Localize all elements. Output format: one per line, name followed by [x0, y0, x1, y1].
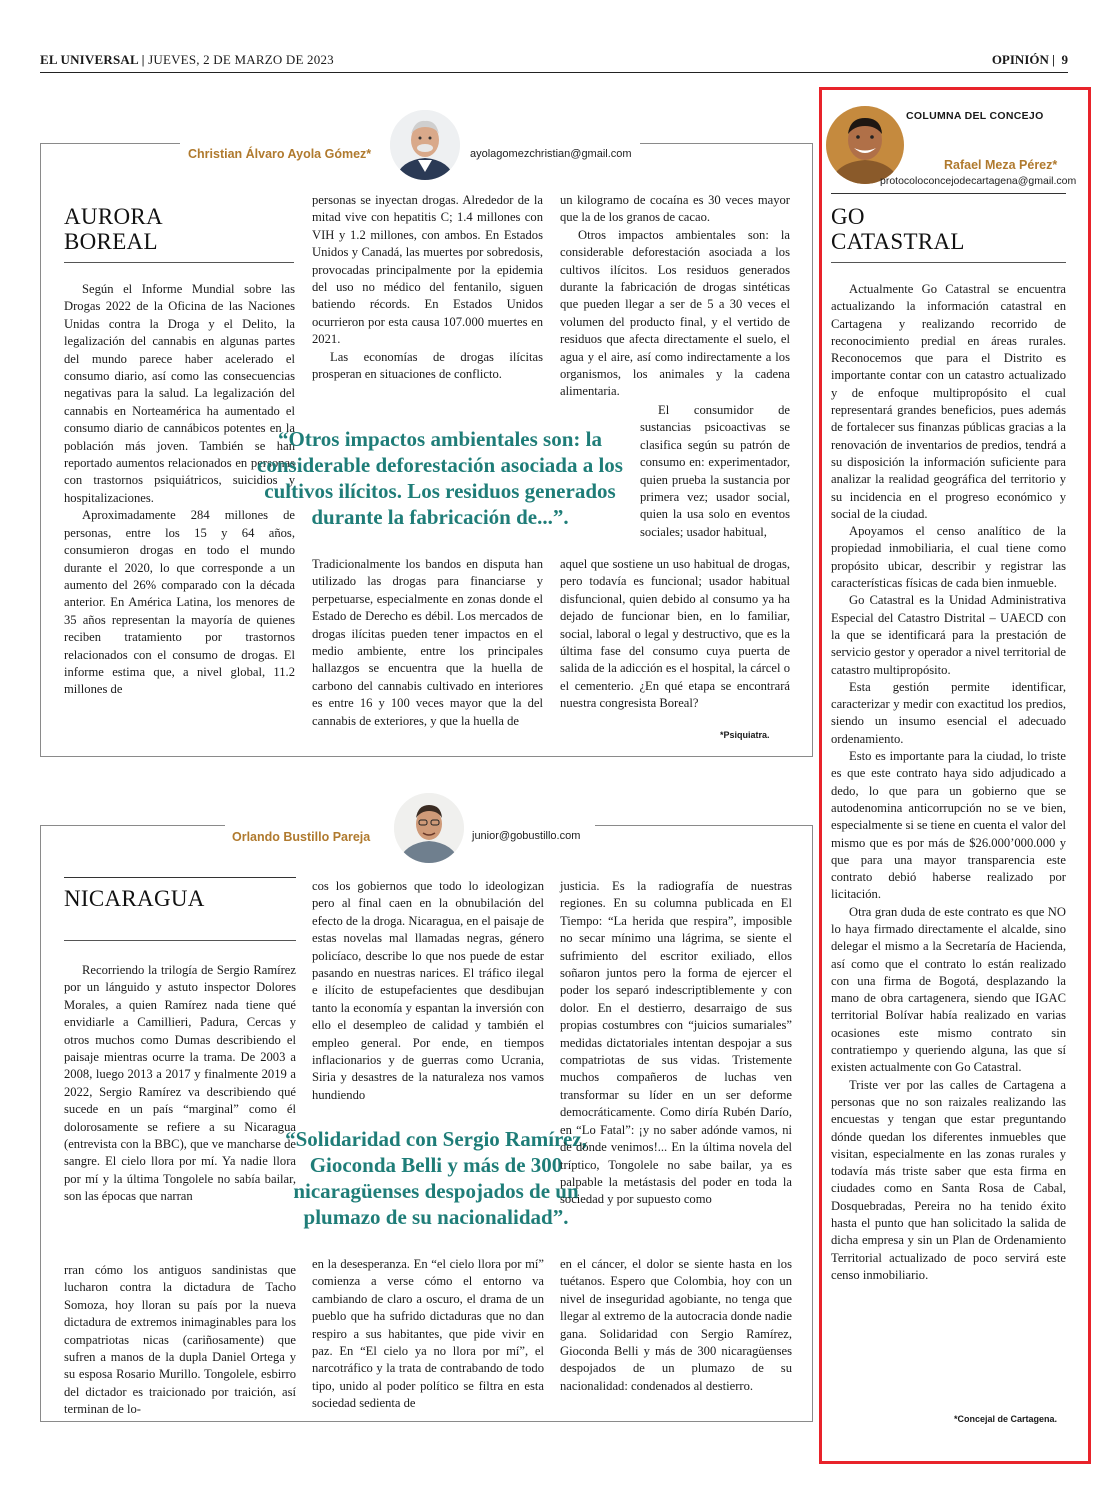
section-name: OPINIÓN — [991, 52, 1049, 67]
paragraph: justicia. Es la radiografía de nuestras regiones. En su columna publicada en El Tiempo: “La herida que respira”, imposible no secar mínimo una lágrima, se siente el sufrimiento del escritor exiliado, ellos soñaron juntos pero la forma de ejercer el poder los separó indescriptiblemente y con dolor. En el destierro, desarraigo de sus propias costumbres con “juicios sumariales” medidas dictatoriales intentan despojar a sus compatriotas de sus vidas. Tristemente muchos compañeros de luchas ven transformar su líder en un ser deforme democráticamente. Como diría Rubén Darío, en “Lo Fatal”: ¡y no saber adónde vamos, ni de dónde venimos!... En la última novela del tríptico, Tongolele no sabe bailar, ya es palpable la metástasis del poder en toda la sociedad y por supuesto como — [560, 879, 792, 1207]
paragraph: aquel que sostiene un uso habitual de drogas, pero todavía es funcional; usador habitual disfuncional, quien debido al consumo ya ha dejado de funcionar bien, en lo familiar, social, laboral o legal y destructivo, que es la última fase del consumo cuya puerta de salida de la adicción es el hospital, la cárcel o el cementerio. ¿En qué etapa se encontrará nuestra congresista Boreal? — [560, 557, 790, 711]
masthead-right: OPINIÓN | 9 — [991, 52, 1068, 67]
paragraph: Apoyamos el censo analítico de la propiedad inmobiliaria, el cual tiene como propósito ubicar, describir y registrar las características físicas de cada bien inmueble. — [831, 524, 1066, 591]
headline-rule — [64, 877, 296, 878]
headline-rule — [64, 940, 296, 941]
page-number: 9 — [1061, 52, 1068, 67]
article3-headline: GO CATASTRAL — [831, 204, 965, 254]
paper-name: EL UNIVERSAL — [40, 52, 139, 67]
paragraph: un kilogramo de cocaína es 30 veces mayor que la de los granos de cacao. — [560, 193, 790, 225]
article2-pullquote: “Solidaridad con Sergio Ramírez, Gioconda Belli y más de 300 nicaragüenses despojados de un plumazo de su nacionalidad”. — [285, 1127, 587, 1229]
paragraph: Tradicionalmente los bandos en disputa han utilizado las drogas para financiarse y perpetuarse, especialmente en zonas donde el Estado de Derecho es débil. Los mercados de drogas ilícitas pueden tener impactos en el medio ambiente, entre los principales hallazgos se encuentra que la huella de carbono del cannabis cultivado en interiores es entre 16 y 100 veces mayor que la del cannabis de exteriores, y que la huella de — [312, 557, 543, 728]
author-portrait — [394, 793, 464, 863]
paragraph: Esta gestión permite identificar, caracterizar y medir con exactitud los predios, siendo un insumo esencial el adecuado ordenamiento. — [831, 679, 1066, 746]
headline-rule — [831, 262, 1066, 263]
paragraph: Otra gran duda de este contrato es que NO lo haya firmado directamente el alcalde, sino delegar el mismo a la Secretaría de Hacienda, así como que el contrato lo están realizado con una firma de Bogotá, desplazando la mano de obra cartagenera, siendo que IGAC territorial Bolívar había realizado en varias ocasiones este mismo contrato sin contratiempo y queriendo alguna, las que sí existen actualmente con Go Catastral. — [831, 904, 1066, 1075]
article3-email: protocoloconcejodecartagena@gmail.com — [880, 175, 1077, 187]
paragraph: personas se inyectan drogas. Alrededor de la mitad vive con hepatitis C; 1.4 millones con VIH y 1.2 millones, con ambos. En Estados Unidos y Canadá, las muertes por sobredosis, provocadas principalmente por la epidemia del uso no médico del fentanilo, siguen batiendo récords. En Estados Unidos ocurrieron por esta causa 107.000 muertes en 2021. — [312, 193, 543, 347]
paragraph: rran cómo los antiguos sandinistas que lucharon contra la dictadura de Tacho Somoza, hoy lloran su país por la nueva dictadura de extremos inimaginables para los compatriotas nicas (cariñosamente) que sufren a manos de la dupla Daniel Ortega y su esposa Rosario Murillo. Tongolele, esbirro del dictador es traicionado por traición, así terminan de lo- — [64, 1263, 296, 1417]
article1-column-3-top — [560, 192, 790, 401]
article1-signature: *Psiquiatra. — [720, 730, 770, 740]
article1-headline: AURORA BOREAL — [64, 204, 162, 254]
column-kicker: COLUMNA DEL CONCEJO — [906, 110, 1044, 122]
paragraph: El consumidor de sustancias psicoactivas se clasifica según su patrón de consumo en: experimentador, quien prueba la sustancia por primera vez; usador social, quien la usa solo en eventos sociales; usador habitual, — [640, 403, 790, 539]
paragraph: Otros impactos ambientales son: la considerable deforestación asociada a los cultivos ilícitos. Los residuos generados durante la fabricación de drogas sintéticas que pueden llegar a ser de 5 a 30 veces el volumen del producto final, y el vertido de residuos que afecta directamente el suelo, el agua y el aire, así como indirectamente a los organismos, los animales y la cadena alimentaria. — [560, 227, 790, 399]
paragraph: en la desesperanza. En “el cielo llora por mí” comienza a verse cómo el entorno va cambiando de claro a oscuro, el drama de un pueblo que ha sufrido dictaduras que no dan respiro a sus habitantes, que pide vivir en paz. En “El cielo ya no llora por mí”, el narcotráfico y la trata de contrabando de todo tipo, unido al poder político se filtra en esta sociedad sedienta de — [312, 1257, 544, 1411]
article2-email: junior@gobustillo.com — [472, 830, 581, 842]
paragraph: en el cáncer, el dolor se siente hasta en los tuétanos. Espero que Colombia, hoy con un nivel de inseguridad agobiante, no tenga que llegar al extremo de la autocracia donde nadie gana. Solidaridad con Sergio Ramírez, Gioconda Belli y más de 300 nicaragüenses despojados de un plumazo de su nacionalidad: condenados al destierro. — [560, 1257, 792, 1393]
paragraph: Go Catastral es la Unidad Administrativa Especial del Catastro Distrital – UAECD con la que se identificará para la prestación de servicio gestor y operador a nivel territorial de catastro multipropósito. — [831, 593, 1066, 677]
article1-email: ayolagomezchristian@gmail.com — [470, 148, 632, 160]
paragraph: Esto es importante para la ciudad, lo triste es que este contrato haya sido adjudicado a dedo, lo que para un gobierno que se autodenomina anticorrupción no se ve bien, especialmente si se tiene en cuenta el valor del mismo que es por más de $26.000’000.000 y que para una mayor transparencia este contrato debió haberse realizado por licitación. — [831, 749, 1066, 902]
masthead-left: EL UNIVERSAL | JUEVES, 2 DE MARZO DE 2023 — [40, 52, 334, 67]
article2-column-2-top — [312, 878, 544, 1104]
paragraph: Según el Informe Mundial sobre las Drogas 2022 de la Oficina de las Naciones Unidas contra la Droga y el Delito, la legalización del cannabis en algunas partes del mundo parece haber acelerado el consumo diario, así como las consecuencias negativas para la salud. La legalización del cannabis en Norteamérica ha aumentado el consumo diario de cannábicos potentes en la población más joven. También se han reportado aumentos relacionados en personas con trastornos psiquiátricos, suicidios y hospitalizaciones. — [64, 282, 295, 505]
article3-author: Rafael Meza Pérez* — [944, 158, 1058, 172]
article2-headline: NICARAGUA — [64, 886, 205, 911]
author-portrait — [390, 110, 460, 180]
paragraph: Actualmente Go Catastral se encuentra actualizando la información catastral en Cartagena y realizando recorrido de reconocimiento predial en áreas rurales. Reconocemos que para el Distrito es importante contar con un catastro actualizado y de enfoque multipropósito el cual representará grandes beneficios, pues además de fortalecer sus finanzas públicas gracias a la renovación de inventarios de predios, tendrá a su disposición la información suficiente para analizar la realidad geográfica del territorio y su incidencia en el progreso económico y social de la ciudad. — [831, 282, 1066, 521]
article1-pullquote: “Otros impactos ambientales son: la considerable deforestación asociada a los cultivos ilícitos. Los residuos generados durante la fabricación de...”. — [257, 427, 623, 529]
headline-rule — [64, 262, 294, 263]
article2-author: Orlando Bustillo Pareja — [232, 830, 371, 844]
article2-column-2-bottom — [312, 1256, 544, 1413]
paragraph: Aproximadamente 284 millones de personas, entre los 15 y 64 años, consumieron drogas en todo el mundo durante el 2020, lo que corresponde a un aumento del 26% comparado con la década anterior. En América Latina, los menores de 35 años representan la mayoría de quienes reciben tratamiento por trastornos relacionados con el consumo de drogas. El informe estima que, a nivel global, 11.2 millones de — [64, 508, 295, 697]
paragraph: Triste ver por las calles de Cartagena a personas que no son raizales realizando las encuestas y tengan que estar preguntando dónde quedan los diferentes inmuebles que visitan, especialmente en las zonas rurales y todavía más triste saber que esta firma en ciudades como en Santa Rosa de Cabal, Dosquebradas, Pereira no ha tenido éxito hasta el punto que han solicitado la salida de dicha empresa y sin un Plan de Ordenamiento Territorial actualizado de poco servirá este censo inmobiliario. — [831, 1077, 1066, 1282]
masthead — [40, 50, 1068, 73]
paragraph: Recorriendo la trilogía de Sergio Ramírez por un lánguido y astuto inspector Dolores Morales, a quien Ramírez nada tiene qué envidiarle a Camillieri, Padura, Cercas y otros muchos como Dumas describiendo el paisaje mientras ocurre la trama. De 2003 a 2008, luego 2013 a 2017 y finalmente 2019 a 2022, Sergio Ramírez va describiendo qué sucede en un país “marginal” como él dolorosamente se refiere a su Nicaragua (entrevista con la BBC), que ve mancharse de sangre. El cielo llora por mí. Ya nadie llora por mí y la última Tongolele no sabía bailar, son las épocas que narran — [64, 963, 296, 1204]
headline-rule — [831, 193, 1066, 194]
article1-column-3-bottom — [560, 556, 790, 713]
paragraph: cos los gobiernos que todo lo ideologizan pero al final caen en la obnubilación del efecto de la droga. Nicaragua, en el paisaje de estas novelas mal llamadas negras, género policíaco, describe lo que nos puede de estar pasando en nuestras narices. El tráfico ilegal e ilícito de estupefacientes que desdibujan tanto la economía y espantan la inversión con ello el desempleo de calidad y también el empleo general. Por ende, en tiempos inflacionarios y de guerras como Ucrania, Siria y desastres de la naturaleza nos vamos hundiendo — [312, 879, 544, 1102]
article2-column-3-top — [560, 878, 792, 1209]
article1-column-2-top — [312, 192, 543, 383]
article1-column-2-bottom — [312, 556, 543, 730]
paragraph: Las economías de drogas ilícitas prosperan en situaciones de conflicto. — [312, 349, 543, 382]
article2-column-3-bottom — [560, 1256, 792, 1395]
article3-column — [831, 281, 1066, 1284]
article1-column-3-mid — [640, 402, 790, 541]
issue-date: JUEVES, 2 DE MARZO DE 2023 — [148, 52, 334, 67]
article2-column-1-bottom — [64, 1262, 296, 1419]
author-portrait — [826, 106, 904, 184]
article3-signature: *Concejal de Cartagena. — [954, 1414, 1058, 1424]
article1-author: Christian Álvaro Ayola Gómez* — [188, 147, 372, 161]
